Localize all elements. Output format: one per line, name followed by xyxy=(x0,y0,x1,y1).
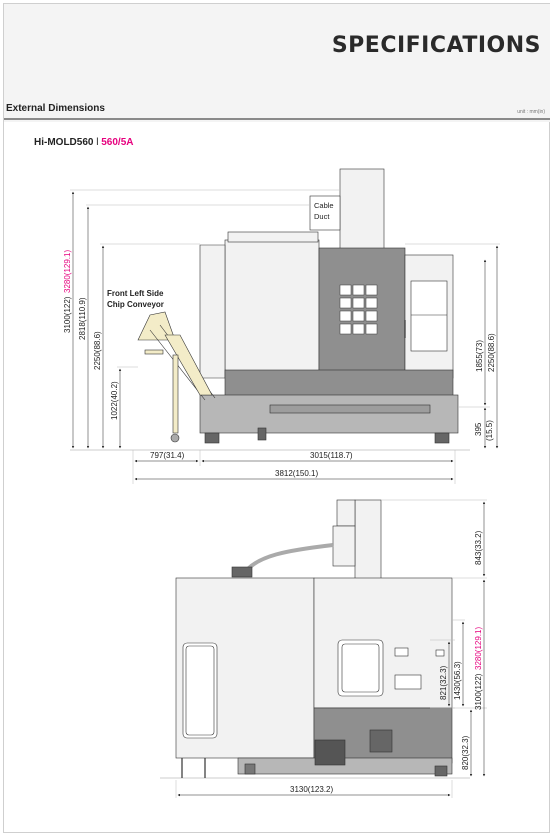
dim-front-797: 797(31.4) xyxy=(150,451,185,460)
dim-front-3015: 3015(118.7) xyxy=(310,451,353,460)
operator-panel-screen xyxy=(411,281,447,351)
dim-side-total-a: 3100(122) xyxy=(474,673,483,710)
dim-front-1855: 1855(73) xyxy=(475,339,484,372)
dim-side-821: 821(32.3) xyxy=(439,665,448,700)
dim-front-395: 395 xyxy=(474,422,483,436)
dim-side-3130: 3130(123.2) xyxy=(290,785,334,794)
bed-slot xyxy=(258,428,266,440)
side-motor xyxy=(315,740,345,765)
model-separator: l xyxy=(96,137,99,148)
main-body-left xyxy=(225,240,319,378)
side-view xyxy=(160,500,487,798)
side-window xyxy=(338,640,383,696)
dim-side-1430: 1430(56.3) xyxy=(453,661,462,700)
side-door-left xyxy=(183,643,217,738)
dim-front-2250-right: 2250(88.6) xyxy=(487,333,496,372)
conveyor-label-1: Front Left Side xyxy=(107,289,164,298)
dim-front-total-a: 3100(122) xyxy=(63,296,72,333)
dim-side-843: 843(33.2) xyxy=(474,530,483,565)
dim-front-2250-left: 2250(88.6) xyxy=(93,331,102,370)
side-column xyxy=(355,500,381,585)
dim-front-395-in: (15.5) xyxy=(485,420,494,441)
model-variant: 560/5A xyxy=(101,137,134,148)
conveyor-label-2: Chip Conveyor xyxy=(107,300,164,309)
page-title: SPECIFICATIONS xyxy=(331,33,541,58)
front-view xyxy=(70,169,500,484)
dim-front-3812: 3812(150.1) xyxy=(275,469,319,478)
section-title: External Dimensions xyxy=(6,103,105,114)
cable-duct-label-1: Cable xyxy=(314,201,334,210)
side-cable xyxy=(243,545,333,575)
dim-side-820: 820(32.3) xyxy=(461,735,470,770)
dim-side-total-b: 3280(129.1) xyxy=(474,626,483,670)
machine-bed xyxy=(200,395,458,433)
dim-front-1022: 1022(40.2) xyxy=(110,381,119,420)
model-base: Hi-MOLD560 xyxy=(34,137,94,148)
dim-front-total-b: 3280(129.1) xyxy=(63,249,72,293)
unit-label: unit : mm(in) xyxy=(517,109,545,115)
dim-front-2818: 2818(110.9) xyxy=(78,297,87,340)
cable-duct xyxy=(340,169,384,259)
left-panel xyxy=(200,245,225,378)
cable-duct-label-2: Duct xyxy=(314,212,330,221)
